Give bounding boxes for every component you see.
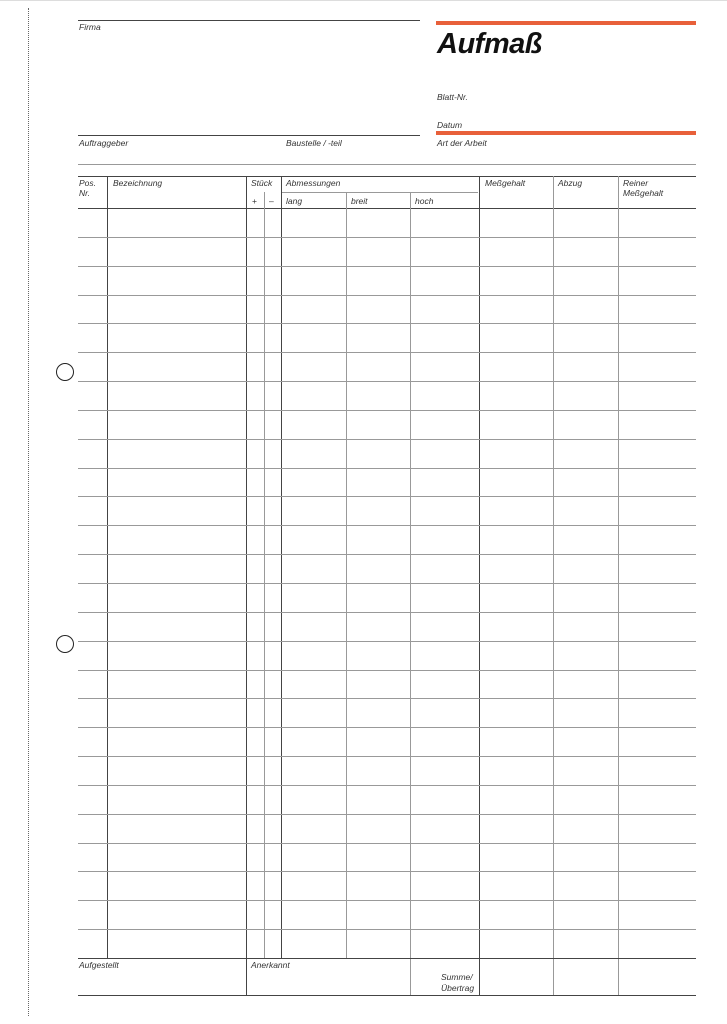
table-row[interactable] (78, 295, 696, 296)
col-nr-label: Nr. (79, 188, 91, 198)
col-stueck-label: Stück (251, 178, 273, 188)
col-divider (410, 192, 411, 996)
table-row[interactable] (78, 323, 696, 324)
table-top-border (78, 176, 696, 177)
table-row[interactable] (78, 698, 696, 699)
table-row[interactable] (78, 900, 696, 901)
punch-hole-icon (56, 363, 74, 381)
table-row[interactable] (78, 814, 696, 815)
col-reiner-label: Reiner (623, 178, 649, 188)
table-row[interactable] (78, 266, 696, 267)
table-row[interactable] (78, 727, 696, 728)
table-row[interactable] (78, 410, 696, 411)
title-accent-bar (436, 21, 696, 25)
table-row[interactable] (78, 871, 696, 872)
col-lang-label: lang (286, 196, 303, 206)
table-row[interactable] (78, 612, 696, 613)
col-breit-label: breit (351, 196, 368, 206)
datum-accent-bar (436, 131, 696, 135)
page-title: Aufmaß (437, 28, 542, 60)
table-row[interactable] (78, 554, 696, 555)
summe-label: Summe/ (441, 972, 473, 982)
footer-bottom-border (78, 995, 696, 996)
table-row[interactable] (78, 929, 696, 930)
table-row[interactable] (78, 583, 696, 584)
table-bottom-border (78, 958, 696, 959)
col-reiner-messgehalt-label: Meßgehalt (623, 188, 664, 198)
col-pos-label: Pos. (79, 178, 97, 188)
col-divider (479, 176, 480, 996)
art-der-arbeit-label[interactable]: Art der Arbeit (437, 138, 487, 148)
sheet-top-edge (0, 0, 727, 1)
perforation-line (28, 8, 29, 1016)
col-hoch-label: hoch (415, 196, 434, 206)
table-row[interactable] (78, 785, 696, 786)
table-row[interactable] (78, 756, 696, 757)
table-row[interactable] (78, 439, 696, 440)
col-messgehalt-label: Meßgehalt (485, 178, 526, 188)
datum-label[interactable]: Datum (437, 120, 463, 130)
col-minus-label: – (269, 196, 274, 206)
col-abzug-label: Abzug (558, 178, 583, 188)
auftraggeber-line (78, 135, 420, 136)
col-divider (246, 176, 247, 996)
firma-line (78, 20, 420, 21)
col-abmessungen-label: Abmessungen (286, 178, 341, 188)
table-header-bottom (78, 208, 696, 209)
col-plus-label: + (252, 196, 257, 206)
table-row[interactable] (78, 237, 696, 238)
auftraggeber-label[interactable]: Auftraggeber (79, 138, 129, 148)
baustelle-label[interactable]: Baustelle / -teil (286, 138, 342, 148)
firma-label: Firma (79, 22, 101, 32)
col-divider (281, 176, 282, 958)
col-bezeichnung-label: Bezeichnung (113, 178, 163, 188)
table-row[interactable] (78, 496, 696, 497)
table-row[interactable] (78, 843, 696, 844)
table-row[interactable] (78, 381, 696, 382)
blatt-nr-label[interactable]: Blatt-Nr. (437, 92, 468, 102)
abmessungen-subheader-line (282, 192, 478, 193)
table-row[interactable] (78, 641, 696, 642)
table-row[interactable] (78, 670, 696, 671)
table-row[interactable] (78, 352, 696, 353)
table-row[interactable] (78, 525, 696, 526)
aufgestellt-label[interactable]: Aufgestellt (79, 960, 119, 970)
col-divider (107, 176, 108, 958)
punch-hole-icon (56, 635, 74, 653)
uebertrag-label: Übertrag (441, 983, 475, 993)
anerkannt-label[interactable]: Anerkannt (251, 960, 290, 970)
col-divider (618, 176, 619, 996)
col-divider (553, 176, 554, 996)
table-row[interactable] (78, 468, 696, 469)
header-separator (78, 164, 696, 165)
